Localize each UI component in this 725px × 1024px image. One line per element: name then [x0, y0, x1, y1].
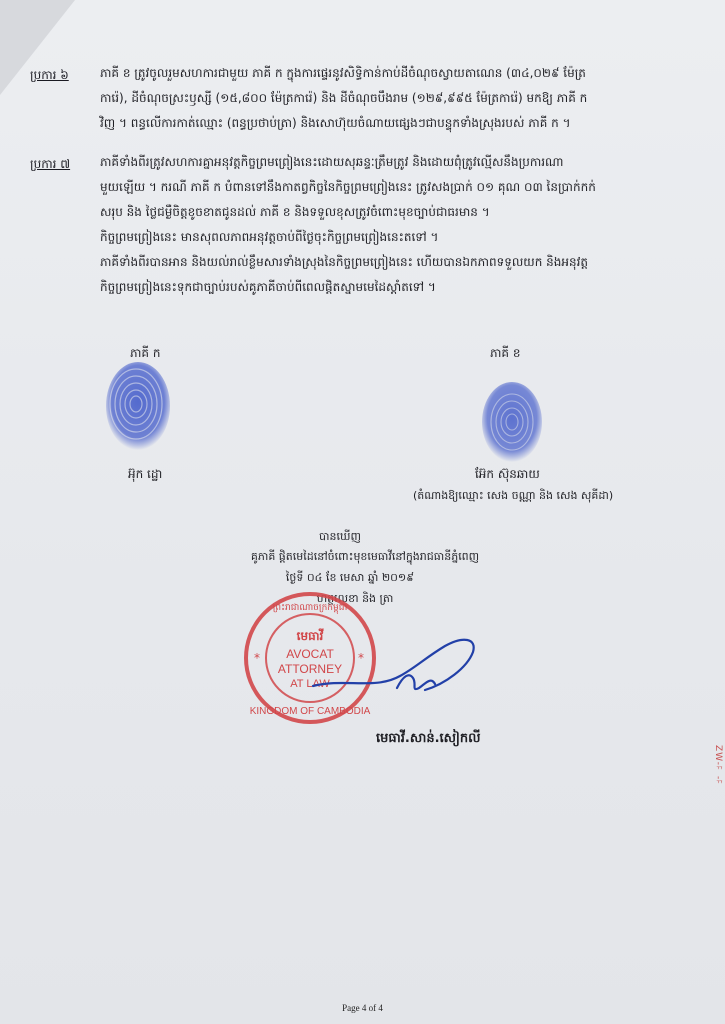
article-7-line: កិច្ចព្រមព្រៀងនេះទុកជាច្បាប់របស់គូភាគីចាប់ពីពេលផ្តិតស្នាមមេដៃស្តាំតទៅ ។: [100, 280, 436, 294]
page-number: Page 4 of 4: [342, 1003, 383, 1013]
article-7-line: ភាគីទាំងពីរបានអាន និងយល់រាល់ខ្លឹមសារទាំងស្រុងនៃកិច្ចព្រមព្រៀងនេះ ហើយបានឯកភាពទទួលយក និងអនុវត្ត: [100, 255, 589, 269]
lawyer-name: មេធាវី.សាន់.សៀកលី: [376, 731, 481, 746]
article-6-line: ការ៉េ), ដីចំណុចស្រះឫស្សី (១៥,៨០០ ម៉ែត្រការ៉េ) និង ដីចំណុចបឹងរាម (១២៩,៩៩៥ ម៉ែត្រការ៉េ) មកឱ្យ ភាគី ក: [100, 91, 588, 105]
witness-heading: បានឃើញ: [319, 530, 361, 543]
stamp-center-kh: មេធាវី: [296, 629, 324, 643]
party-a-fingerprint: [100, 358, 180, 458]
article-7-line: ភាគីទាំងពីរត្រូវសហការគ្នាអនុវត្តកិច្ចព្រមព្រៀងនេះដោយសុឆន្ទៈត្រឹមត្រូវ និងដោយពុំត្រូវល្មើសនឹងប្រការណា: [100, 155, 564, 169]
witness-date: ថ្ងៃទី ០៤ ខែ មេសា ឆ្នាំ ២០១៩: [285, 571, 415, 584]
stamp-line-3: AT LAW: [290, 678, 330, 690]
svg-text:*: *: [254, 651, 260, 665]
article-6-line: ភាគី ខ ត្រូវចូលរួមសហការជាមួយ ភាគី ក ក្នុងការផ្ទេរនូវសិទ្ធិកាន់កាប់ដីចំណុចស្វាយតាណេន (៣៤,០២៩ ម៉ែត្រ: [100, 66, 586, 80]
witness-signature-label: ហត្ថលេខា និង ត្រា: [316, 592, 394, 605]
article-7-line: មួយឡើយ ។ ករណី ភាគី ក បំពានទៅនឹងកាតព្វកិច្ចនៃកិច្ចព្រមព្រៀងនេះ ត្រូវសងប្រាក់ ០១ គុណ ០៣ នៃប្រាក់កក់: [100, 180, 596, 194]
party-b-representation: (តំណាងឱ្យឈ្មោះ សេង ចណ្ណា និង សេង សុគីដា): [413, 489, 614, 502]
article-6-label: ប្រការ ៦: [30, 68, 69, 82]
party-b-fingerprint: [478, 378, 548, 470]
edge-marking: ZW-ᄁ-ᄁ: [713, 745, 723, 791]
party-b-name: អ៊ែក ស៊ុនឆាយ: [475, 467, 540, 481]
article-6-line: វិញ ។ ពន្ធលើការកាត់ឈ្មោះ (ពន្ធប្រថាប់ត្រា) និងសោហ៊ុយចំណាយផ្សេងៗជាបន្ទុកទាំងស្រុងរបស់ ភាគី ក ។: [100, 116, 571, 130]
witness-statement: គូភាគី ផ្តិតមេដៃនៅចំពោះមុខមេធាវីនៅក្នុងរាជធានីភ្នំពេញ: [250, 550, 480, 563]
article-7-line: សរុប និង ថ្លៃជម្ងឺចិត្តខូចខាតជូនដល់ ភាគី ខ និងទទួលខុសត្រូវចំពោះមុខច្បាប់ជាធរមាន ។: [100, 205, 490, 219]
party-a-name: អ៊ុក ដ្ឋោ: [128, 467, 163, 481]
lawyer-signature: [305, 628, 485, 708]
stamp-ring-bottom: KINGDOM OF CAMBODIA: [249, 706, 371, 717]
stamp-ring-top: ព្រះរាជាណាចក្រកម្ពុជា: [272, 603, 348, 613]
article-7-line: កិច្ចព្រមព្រៀងនេះ មានសុពលភាពអនុវត្តចាប់ពីថ្ងៃចុះកិច្ចព្រមព្រៀងនេះតទៅ ។: [100, 230, 439, 244]
article-7-label: ប្រការ ៧: [30, 157, 71, 171]
svg-text:*: *: [358, 651, 364, 665]
article-6-text: [100, 61, 675, 136]
article-7-text: [100, 150, 675, 300]
party-a-title: ភាគី ក: [130, 346, 161, 360]
stamp-line-2: ATTORNEY: [277, 662, 343, 676]
party-b-title: ភាគី ខ: [490, 346, 521, 360]
stamp-line-1: AVOCAT: [286, 647, 334, 661]
